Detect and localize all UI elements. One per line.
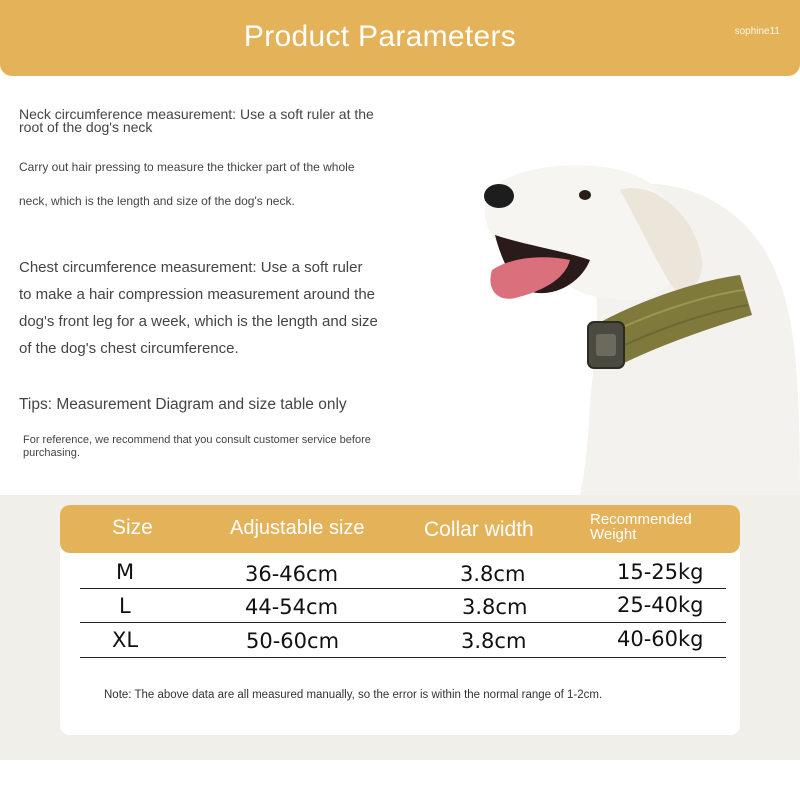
- table-cell-weight: 25-40kg: [617, 593, 704, 617]
- hair-pressing-line-2: neck, which is the length and size of the dog's neck.: [19, 194, 295, 208]
- table-cell-weight: 40-60kg: [617, 627, 704, 651]
- table-cell-adjustable: 36-46cm: [245, 562, 339, 586]
- dog-nose: [484, 184, 514, 208]
- page-title: Product Parameters: [243, 20, 517, 53]
- header-collar-width: Collar width: [424, 518, 534, 541]
- row-divider: [80, 588, 726, 589]
- table-cell-width: 3.8cm: [461, 629, 527, 653]
- row-divider: [80, 622, 726, 623]
- dog-eye: [579, 190, 591, 200]
- hair-pressing-line-1: Carry out hair pressing to measure the thicker part of the whole: [19, 160, 355, 174]
- header-size: Size: [112, 516, 153, 539]
- reference-text: For reference, we recommend that you consult customer service before purchasing.: [23, 434, 371, 459]
- header-recommended-weight: Recommended Weight: [590, 511, 692, 543]
- table-cell-width: 3.8cm: [460, 562, 526, 586]
- dog-tongue: [490, 257, 570, 299]
- watermark: sophine11: [734, 26, 780, 37]
- table-cell-size: M: [116, 560, 135, 584]
- measurement-note: Note: The above data are all measured manually, so the error is within the normal range of 1-2cm.: [104, 689, 603, 701]
- table-cell-weight: 15-25kg: [617, 560, 704, 584]
- chest-measurement-text: Chest circumference measurement: Use a soft ruler to make a hair compression measurement around the dog's front leg for a week, which is the length and size of the dog's chest circumference.: [19, 259, 378, 357]
- table-cell-width: 3.8cm: [462, 595, 528, 619]
- header-adjustable-size: Adjustable size: [230, 517, 365, 539]
- table-cell-adjustable: 50-60cm: [246, 629, 340, 653]
- dog-collar-photo: [470, 150, 800, 495]
- table-cell-adjustable: 44-54cm: [245, 595, 339, 619]
- neck-measurement-text: Neck circumference measurement: Use a soft ruler at the root of the dog's neck: [19, 106, 374, 135]
- table-cell-size: XL: [112, 628, 139, 652]
- table-cell-size: L: [119, 594, 131, 618]
- row-divider: [80, 657, 726, 658]
- tips-text: Tips: Measurement Diagram and size table only: [19, 396, 347, 413]
